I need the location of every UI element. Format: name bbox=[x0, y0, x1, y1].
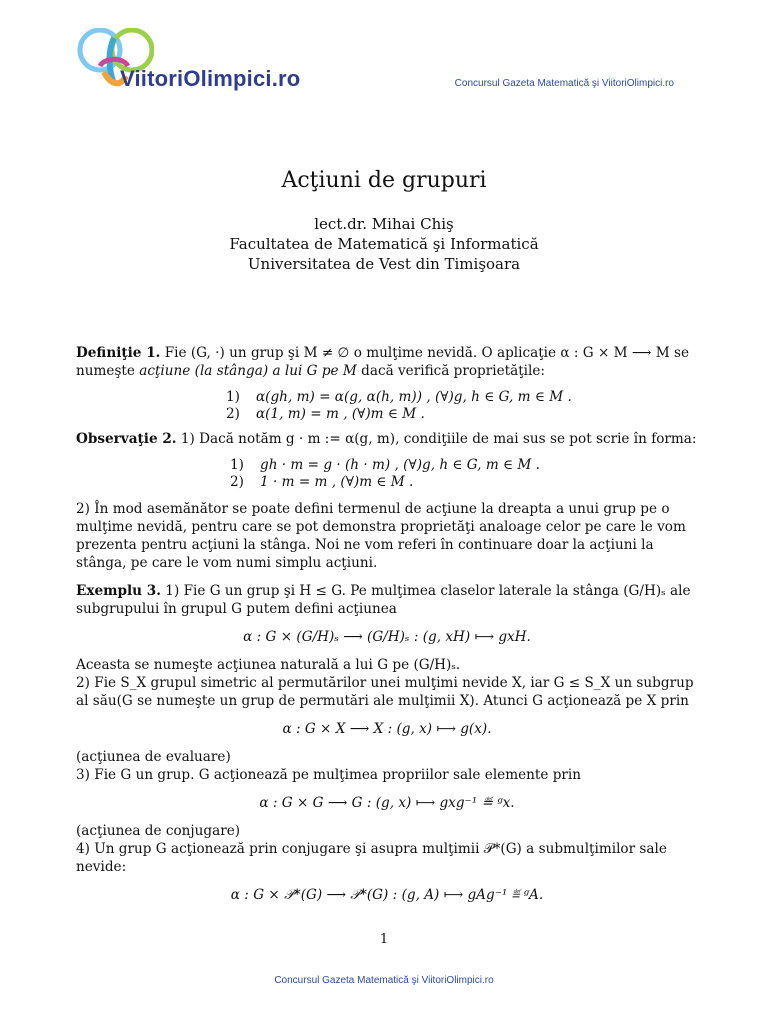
equation: gh · m = g · (h · m) , (∀)g, h ∈ G, m ∈ M . bbox=[260, 457, 540, 473]
definition-italic: acţiune (la stânga) a lui G pe M bbox=[139, 363, 357, 379]
observation-equations bbox=[76, 456, 698, 490]
example-text: 1) Fie G un grup şi H ≤ G. Pe mulţimea claselor laterale la stânga (G/H)ₛ ale subgrupului în grupul G putem defini acţiunea bbox=[76, 583, 691, 617]
example-paragraph: (acţiunea de evaluare) bbox=[76, 749, 231, 765]
example-paragraph: Aceasta se numeşte acţiunea naturală a lui G pe (G/H)ₛ. bbox=[76, 657, 461, 673]
equation-number: 2) bbox=[226, 406, 240, 422]
equation: 1 · m = m , (∀)m ∈ M . bbox=[260, 474, 414, 490]
example-3 bbox=[76, 582, 698, 618]
observation-text: 1) Dacă notăm g · m := α(g, m), condiţiile de mai sus se pot scrie în forma: bbox=[176, 431, 697, 447]
footer-contest-link[interactable]: Concursul Gazeta Matematică şi ViitoriOlimpici.ro bbox=[274, 975, 494, 986]
equation-number: 1) bbox=[230, 457, 244, 473]
example-paragraph: 3) Fie G un grup. G acţionează pe mulţimea propriilor sale elemente prin bbox=[76, 767, 582, 783]
site-logo[interactable] bbox=[74, 28, 364, 98]
logo-text: ViitoriOlimpici.ro bbox=[120, 66, 301, 91]
author-university: Universitatea de Vest din Timişoara bbox=[247, 255, 521, 273]
equation-number: 2) bbox=[230, 474, 244, 490]
author-block bbox=[0, 214, 768, 274]
equation: α(gh, m) = α(g, α(h, m)) , (∀)g, h ∈ G, m ∈ M . bbox=[256, 389, 572, 405]
observation-paragraph-2: 2) În mod asemănător se poate defini termenul de acţiune la dreapta a unui grup pe o mulţime nevidă, pentru care se pot demonstra proprietăţi analoage celor pe care le vom prezenta pentru acţiuni la stânga. Noi ne vom referi în continuare doar la acţiuni la stânga, pe care le vom numi simplu acţiuni. bbox=[76, 501, 686, 571]
example-label: Exemplu 3. bbox=[76, 583, 161, 599]
example-paragraph: 2) Fie S_X grupul simetric al permutărilor unei mulţimi nevide X, iar G ≤ S_X un subgrup al său(G se numeşte un grup de permutări ale mulţimii X). Atunci G acţionează pe X prin bbox=[76, 675, 694, 709]
display-equation-conjugation: α : G × G ⟶ G : (g, x) ⟼ gxg⁻¹ ≝ ᵍx. bbox=[259, 795, 515, 811]
equation-row bbox=[76, 456, 698, 473]
equation-row bbox=[76, 473, 698, 490]
definition-text: Fie (G, ·) un grup şi M ≠ ∅ o mulţime nevidă. O aplicaţie α : G × M ⟶ M se numeşte bbox=[76, 345, 689, 379]
author-name: lect.dr. Mihai Chiş bbox=[314, 215, 454, 233]
example-paragraph: 4) Un grup G acţionează prin conjugare şi asupra mulţimii 𝒫*(G) a submulţimilor sale nevide: bbox=[76, 841, 667, 875]
example-paragraph: (acţiunea de conjugare) bbox=[76, 823, 241, 839]
page-title: Acţiuni de grupuri bbox=[281, 168, 487, 193]
definition-text-end: dacă verifică proprietăţile: bbox=[356, 363, 545, 379]
page-number: 1 bbox=[379, 932, 389, 947]
equation: α(1, m) = m , (∀)m ∈ M . bbox=[256, 406, 425, 422]
observation-2 bbox=[76, 430, 698, 448]
header-contest-link[interactable]: Concursul Gazeta Matematică şi ViitoriOlimpici.ro bbox=[454, 78, 674, 89]
display-equation-natural-action: α : G × (G/H)ₛ ⟶ (G/H)ₛ : (g, xH) ⟼ gxH. bbox=[243, 629, 531, 645]
definition-1 bbox=[76, 344, 698, 380]
display-equation-evaluation: α : G × X ⟶ X : (g, x) ⟼ g(x). bbox=[282, 721, 492, 737]
display-equation-subset-conjugation: α : G × 𝒫*(G) ⟶ 𝒫*(G) : (g, A) ⟼ gAg⁻¹ ≝ ᵍA. bbox=[230, 887, 544, 903]
paper-body bbox=[76, 344, 698, 914]
equation-row bbox=[76, 388, 698, 405]
author-faculty: Facultatea de Matematică şi Informatică bbox=[229, 235, 539, 253]
equation-number: 1) bbox=[226, 389, 240, 405]
equation-row bbox=[76, 405, 698, 422]
observation-label: Observaţie 2. bbox=[76, 431, 177, 447]
definition-equations bbox=[76, 388, 698, 422]
definition-label: Definiţie 1. bbox=[76, 345, 161, 361]
